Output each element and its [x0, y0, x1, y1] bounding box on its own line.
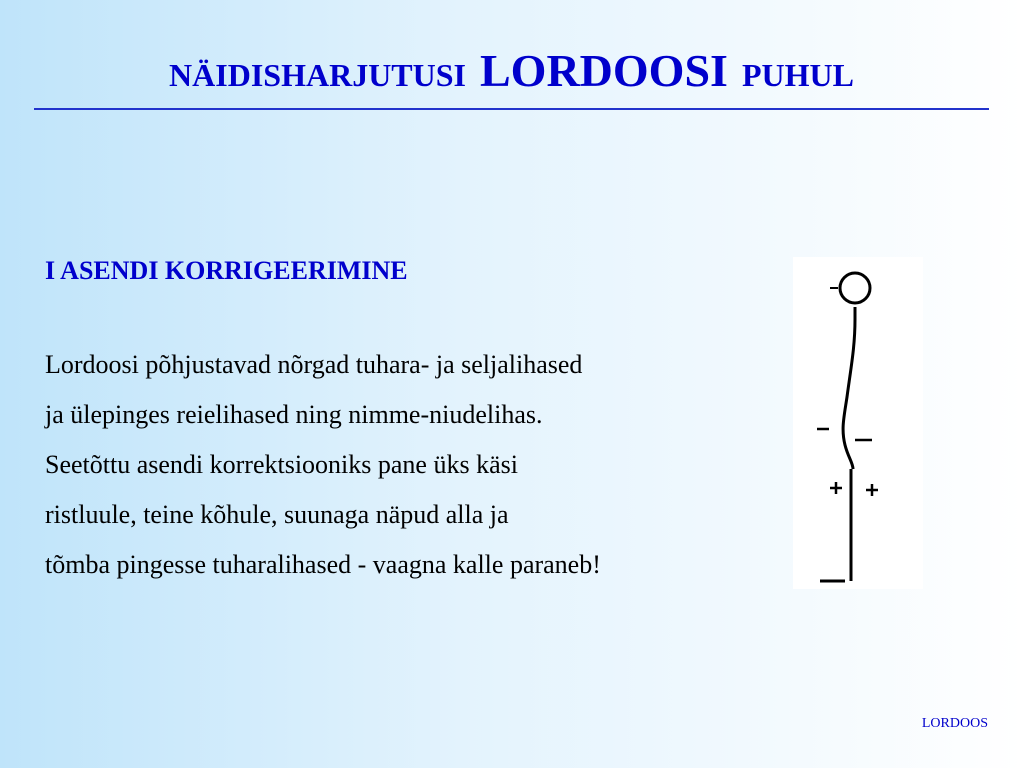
title-part-1: NÄIDISHARJUTUSI — [169, 57, 466, 93]
title-part-2: LORDOOSI — [480, 45, 728, 96]
title-part-3: PUHUL — [741, 57, 854, 93]
body-line: ristluule, teine kõhule, suunaga näpud alla ja — [45, 500, 509, 529]
posture-stick-figure-icon — [793, 257, 923, 589]
body-line: ja ülepinges reielihased ning nimme-niudelihas. — [45, 400, 543, 429]
footer-label: LORDOOS — [921, 716, 988, 731]
body-line: Seetõttu asendi korrektsiooniks pane üks käsi — [45, 450, 518, 479]
title-divider — [34, 108, 989, 110]
body-line: tõmba pingesse tuharalihased - vaagna kalle paraneb! — [45, 550, 601, 579]
section-heading: I ASENDI KORRIGEERIMINE — [45, 256, 408, 285]
page-title — [34, 44, 989, 97]
body-line: Lordoosi põhjustavad nõrgad tuhara- ja seljalihased — [45, 350, 583, 379]
spine-curve — [843, 307, 855, 469]
section-body — [45, 340, 765, 590]
posture-figure — [793, 257, 923, 589]
head-icon — [840, 273, 870, 303]
